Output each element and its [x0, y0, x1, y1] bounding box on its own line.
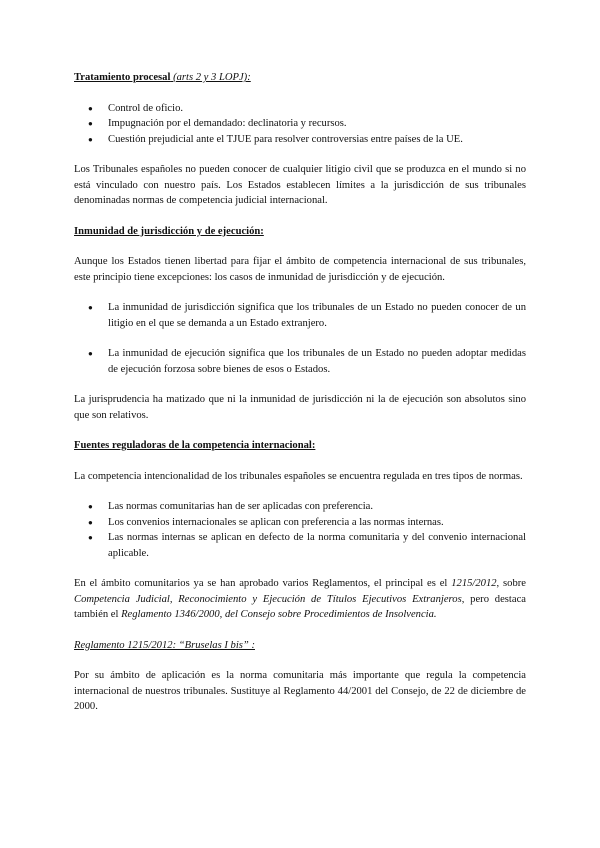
- list-item: ● Impugnación por el demandado: declinatoria y recursos.: [74, 116, 526, 132]
- inmunidad-list-1: [74, 300, 526, 331]
- heading-tratamiento-procesal: [74, 70, 526, 86]
- regulation-number: 1215/2012: [451, 578, 497, 589]
- paragraph-procesal: Los Tribunales españoles no pueden conocer de cualquier litigio civil que se produzca en el mundo si no está vinculado con nuestro país. Los Estados establecen límites a la jurisdicción de sus tribunales denominadas normas de competencia judicial internacional.: [74, 164, 526, 206]
- regulation-insolvency: Reglamento 1346/2000, del Consejo sobre Procedimientos de Insolvencia.: [121, 609, 437, 620]
- paragraph-reglamento: Por su ámbito de aplicación es la norma comunitaria más importante que regula la competencia internacional de nuestros tribunales. Sustituye al Reglamento 44/2001 del Consejo, de 22 de diciembre de 2000.: [74, 670, 526, 712]
- inmunidad-list-2: [74, 346, 526, 377]
- heading-text: Tratamiento procesal: [74, 72, 171, 83]
- fuentes-list: [74, 499, 526, 561]
- list-item: ● La inmunidad de ejecución significa que los tribunales de un Estado no pueden adoptar medidas de ejecución forzosa sobre bienes de esos o Estados.: [74, 346, 526, 377]
- list-item: ● La inmunidad de jurisdicción significa que los tribunales de un Estado no pueden conocer de un litigio en el que se demanda a un Estado extranjero.: [74, 300, 526, 331]
- procesal-list: [74, 101, 526, 148]
- text-run: , pero destaca también el: [74, 593, 526, 620]
- list-item: ● Las normas comunitarias han de ser aplicadas con preferencia.: [74, 499, 526, 515]
- heading-fuentes: Fuentes reguladoras de la competencia internacional:: [74, 440, 316, 451]
- heading-reference: (arts 2 y 3 LOPJ):: [173, 72, 251, 83]
- paragraph-inmunidad-intro: Aunque los Estados tienen libertad para fijar el ámbito de competencia internacional de sus tribunales, este principio tiene excepciones: los casos de inmunidad de jurisdicción y de ejecución.: [74, 256, 526, 283]
- heading-inmunidad: Inmunidad de jurisdicción y de ejecución:: [74, 225, 264, 237]
- list-item: ● Cuestión prejudicial ante el TJUE para resolver controversias entre países de la UE.: [74, 132, 526, 148]
- list-item: ● Las normas internas se aplican en defecto de la norma comunitaria y del convenio internacional aplicable.: [74, 530, 526, 561]
- document-page: [74, 70, 526, 715]
- list-item: ● Control de oficio.: [74, 101, 526, 117]
- paragraph-inmunidad-closing: La jurisprudencia ha matizado que ni la inmunidad de jurisdicción ni la de ejecución son absolutos sino que son relativos.: [74, 394, 526, 421]
- paragraph-fuentes-reglamentos: [74, 576, 526, 623]
- text-run: , sobre: [496, 578, 526, 589]
- paragraph-fuentes-intro: La competencia intencionalidad de los tribunales españoles se encuentra regulada en tres tipos de normas.: [74, 470, 523, 482]
- text-run: En el ámbito comunitarios ya se han aprobado varios Reglamentos, el principal es el: [74, 578, 452, 589]
- heading-reglamento: Reglamento 1215/2012: “Bruselas I bis” :: [74, 639, 255, 651]
- regulation-title: Competencia Judicial, Reconocimiento y Ejecución de Títulos Ejecutivos Extranjeros: [74, 593, 462, 605]
- list-item: ● Los convenios internacionales se aplican con preferencia a las normas internas.: [74, 515, 526, 531]
